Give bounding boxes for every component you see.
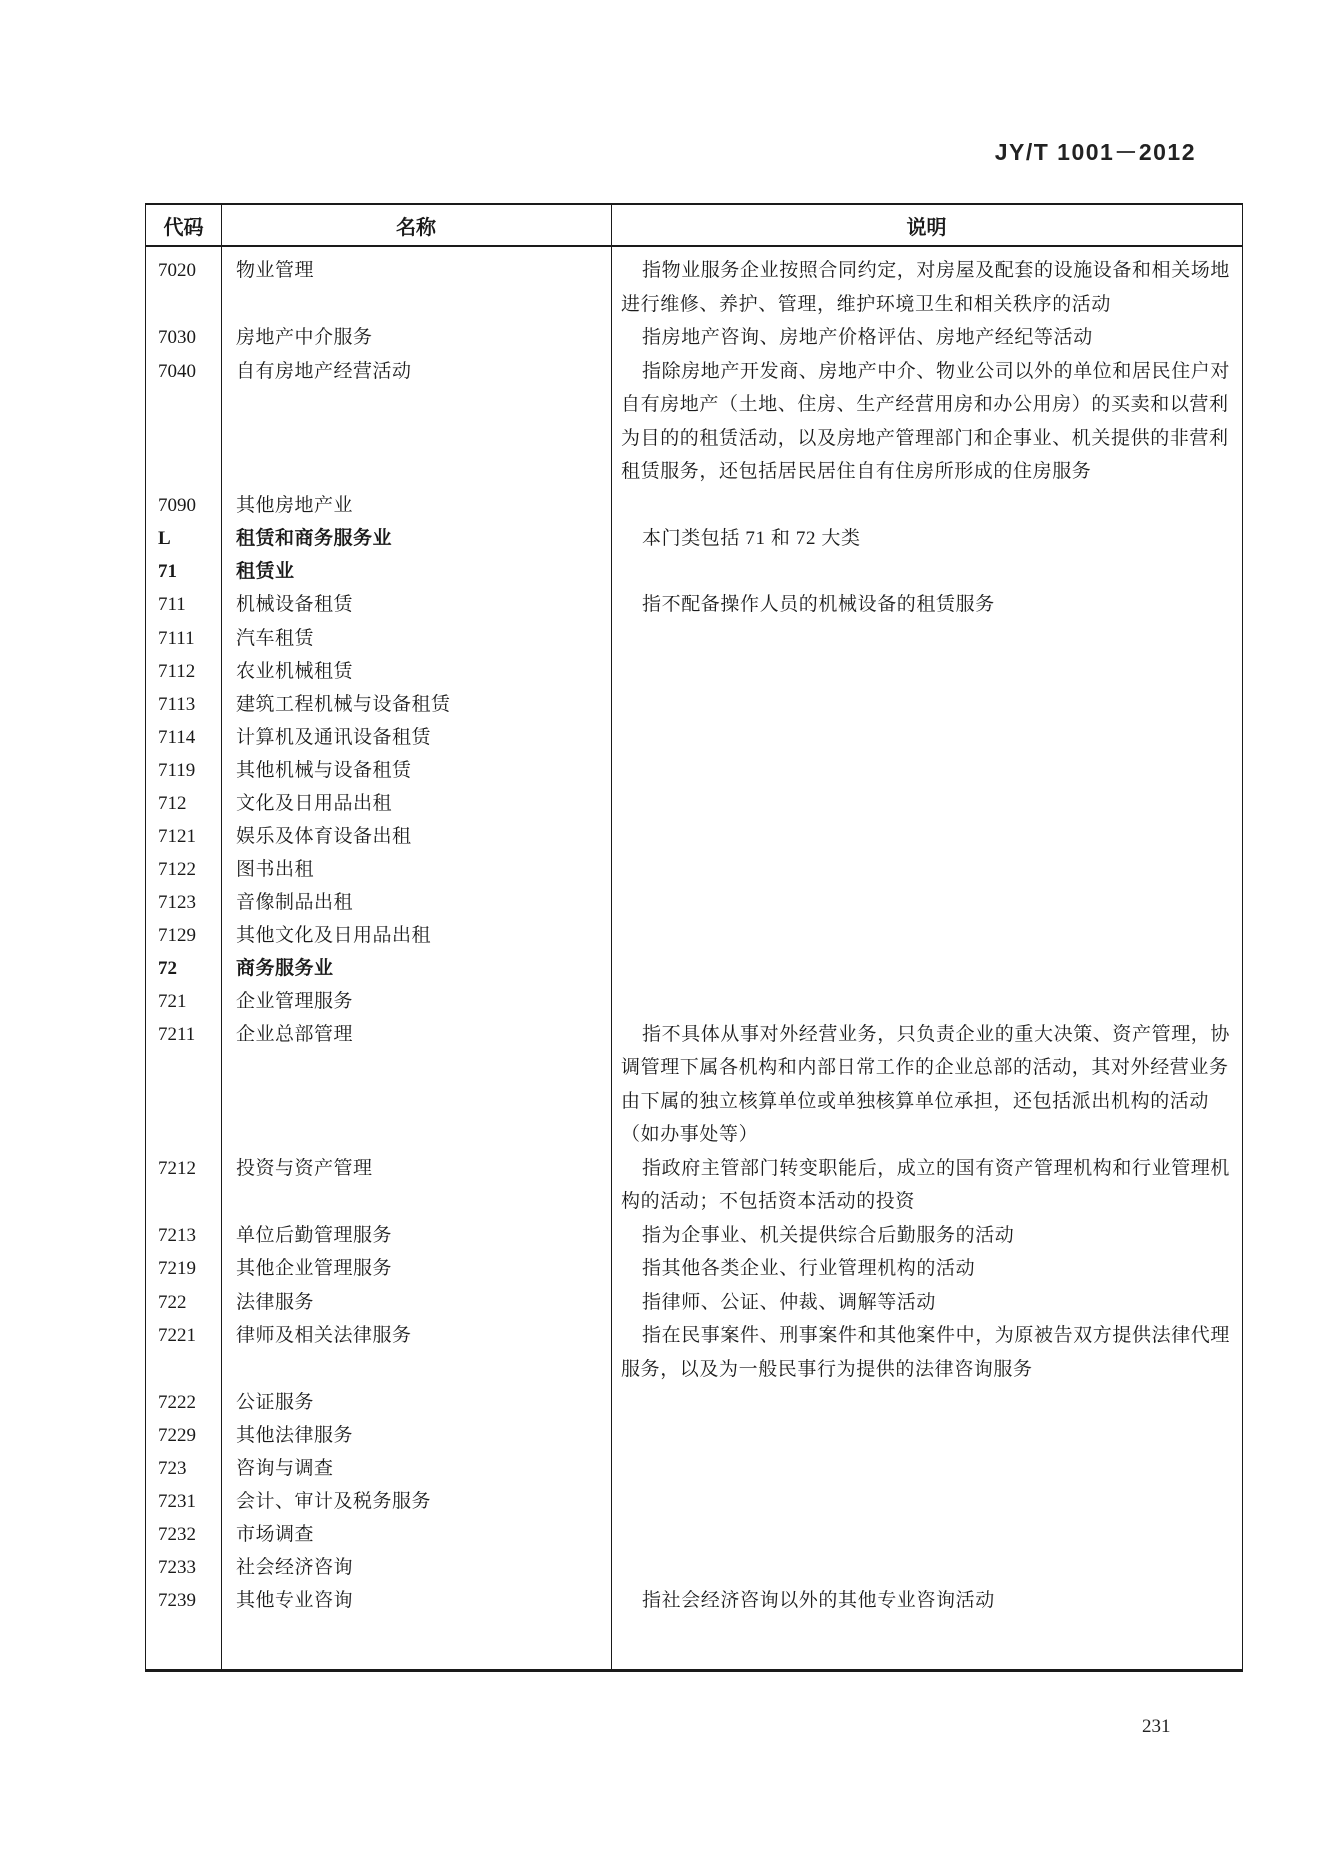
table-row [146,522,1242,556]
code-cell: 7030 [158,327,196,348]
code-cell: 722 [158,1291,187,1313]
description-cell [611,1485,1242,1518]
table-row [146,919,1242,952]
name-cell: 建筑工程机械与设备租赁 [236,693,451,715]
name-cell: 其他房地产业 [236,494,354,516]
code-cell: 7123 [158,891,196,913]
table-row [146,1452,1242,1485]
table-row [146,588,1242,622]
table-row [146,1319,1242,1386]
name-cell: 机械设备租赁 [236,594,354,615]
code-cell: 7229 [158,1425,196,1446]
name-cell: 计算机及通讯设备租赁 [236,726,432,748]
table-row [146,688,1242,721]
description-cell [611,555,1242,588]
table-row [146,1485,1242,1518]
code-cell: 7239 [158,1590,196,1611]
name-cell: 汽车租赁 [236,627,315,649]
description-cell [611,622,1242,655]
table-row [146,254,1242,321]
page-number: 231 [1142,1716,1171,1737]
description-cell [611,721,1242,754]
code-cell: 7121 [158,825,196,847]
name-cell: 单位后勤管理服务 [236,1224,393,1246]
table-row [146,622,1242,655]
name-cell: 房地产中介服务 [236,327,373,348]
name-cell: 商务服务业 [236,957,334,979]
code-cell: 7113 [158,693,196,715]
description-cell [611,952,1242,985]
table-row [146,355,1242,489]
name-cell: 自有房地产经营活动 [236,360,412,382]
table-body [146,247,1242,1669]
name-cell: 租赁业 [236,561,295,582]
code-cell: 7020 [158,260,196,281]
code-cell: 7213 [158,1224,196,1246]
description-cell: 指律师、公证、仲裁、调解等活动 [642,1291,937,1313]
table-row [146,1386,1242,1419]
description-cell [611,820,1242,853]
table-row [146,1152,1242,1219]
table-row [146,1252,1242,1286]
code-cell: 7221 [158,1325,196,1346]
code-cell: 7219 [158,1258,196,1279]
column-divider [611,205,612,1669]
name-cell: 其他机械与设备租赁 [236,759,412,781]
standard-number-header: JY/T 1001－2012 [994,139,1196,165]
code-cell: 7211 [158,1023,196,1045]
name-cell: 公证服务 [236,1392,315,1413]
table-row [146,1551,1242,1584]
description-cell [611,1518,1242,1551]
code-cell: 7212 [158,1157,196,1179]
table-row [146,1584,1242,1618]
description-cell: 指社会经济咨询以外的其他专业咨询活动 [642,1590,995,1611]
table-row [146,721,1242,754]
description-cell [611,1386,1242,1419]
name-cell: 娱乐及体育设备出租 [236,825,412,847]
name-cell: 社会经济咨询 [236,1557,354,1578]
table-row [146,754,1242,787]
table-row [146,1219,1242,1253]
header-cell-name: 名称 [396,216,436,239]
code-cell: 712 [158,792,187,814]
code-cell: 71 [158,561,177,582]
name-cell: 图书出租 [236,858,315,880]
code-cell: 7040 [158,360,196,382]
code-cell: L [158,527,171,549]
table-row [146,886,1242,919]
table-row [146,952,1242,985]
description-cell [611,886,1242,919]
description-cell: 指不配备操作人员的机械设备的租赁服务 [642,594,995,615]
name-cell: 投资与资产管理 [236,1157,373,1179]
name-cell: 租赁和商务服务业 [236,527,393,549]
table-row [146,489,1242,522]
table-row [146,985,1242,1018]
description-cell [611,1419,1242,1452]
column-divider [221,205,222,1669]
table-row [146,1419,1242,1452]
name-cell: 律师及相关法律服务 [236,1325,412,1346]
description-cell [611,655,1242,688]
description-cell: 指政府主管部门转变职能后，成立的国有资产管理机构和行业管理机构的活动；不包括资本活动的投资 [621,1157,1231,1212]
header-cell-description: 说明 [906,216,947,239]
description-cell [611,688,1242,721]
table-row [146,853,1242,886]
description-cell: 指除房地产开发商、房地产中介、物业公司以外的单位和居民住户对自有房地产（土地、住房、生产经营用房和办公用房）的买卖和以营利为目的的租赁活动，以及房地产管理部门和企事业、机关提供的非营利租赁服务，还包括居民居住自有住房所形成的住房服务 [621,360,1231,482]
name-cell: 物业管理 [236,260,315,281]
code-cell: 723 [158,1458,187,1479]
code-cell: 7222 [158,1392,196,1413]
description-cell: 本门类包括 71 和 72 大类 [642,527,861,549]
description-cell [611,1452,1242,1485]
name-cell: 农业机械租赁 [236,660,354,682]
name-cell: 其他专业咨询 [236,1590,354,1611]
industry-classification-table [145,203,1243,1672]
name-cell: 企业管理服务 [236,990,354,1012]
name-cell: 其他文化及日用品出租 [236,924,432,946]
table-header-row [146,205,1242,247]
table-row [146,1518,1242,1551]
description-cell: 指其他各类企业、行业管理机构的活动 [642,1258,976,1279]
name-cell: 咨询与调查 [236,1458,334,1479]
description-cell: 指为企事业、机关提供综合后勤服务的活动 [642,1224,1015,1246]
code-cell: 7119 [158,759,196,781]
code-cell: 7233 [158,1557,196,1578]
description-cell: 指物业服务企业按照合同约定，对房屋及配套的设施设备和相关场地进行维修、养护、管理，维护环境卫生和相关秩序的活动 [621,260,1231,315]
description-cell [611,489,1242,522]
name-cell: 其他法律服务 [236,1425,354,1446]
description-cell [611,787,1242,820]
description-cell: 指在民事案件、刑事案件和其他案件中，为原被告双方提供法律代理服务，以及为一般民事行为提供的法律咨询服务 [621,1325,1231,1380]
table-row [146,1286,1242,1320]
name-cell: 音像制品出租 [236,891,354,913]
code-cell: 7232 [158,1524,196,1545]
code-cell: 7090 [158,494,196,516]
description-cell [611,1551,1242,1584]
table-row [146,1018,1242,1152]
table-row [146,555,1242,588]
table-row [146,321,1242,355]
description-cell: 指房地产咨询、房地产价格评估、房地产经纪等活动 [642,327,1093,348]
name-cell: 其他企业管理服务 [236,1258,393,1279]
description-cell: 指不具体从事对外经营业务，只负责企业的重大决策、资产管理，协调管理下属各机构和内部日常工作的企业总部的活动，其对外经营业务由下属的独立核算单位或单独核算单位承担，还包括派出机构的活动（如办事处等） [621,1023,1231,1145]
code-cell: 7122 [158,858,196,880]
description-cell [611,919,1242,952]
name-cell: 市场调查 [236,1524,315,1545]
description-cell [611,754,1242,787]
code-cell: 711 [158,594,186,615]
table-row [146,820,1242,853]
header-cell-code: 代码 [163,216,204,239]
code-cell: 7114 [158,726,196,748]
table-row [146,655,1242,688]
code-cell: 721 [158,990,187,1012]
description-cell [611,853,1242,886]
name-cell: 企业总部管理 [236,1023,354,1045]
description-cell [611,985,1242,1018]
name-cell: 文化及日用品出租 [236,792,393,814]
table-row [146,787,1242,820]
code-cell: 72 [158,957,177,979]
name-cell: 会计、审计及税务服务 [236,1491,432,1512]
code-cell: 7231 [158,1491,196,1512]
code-cell: 7129 [158,924,196,946]
name-cell: 法律服务 [236,1291,315,1313]
code-cell: 7111 [158,627,195,649]
code-cell: 7112 [158,660,196,682]
